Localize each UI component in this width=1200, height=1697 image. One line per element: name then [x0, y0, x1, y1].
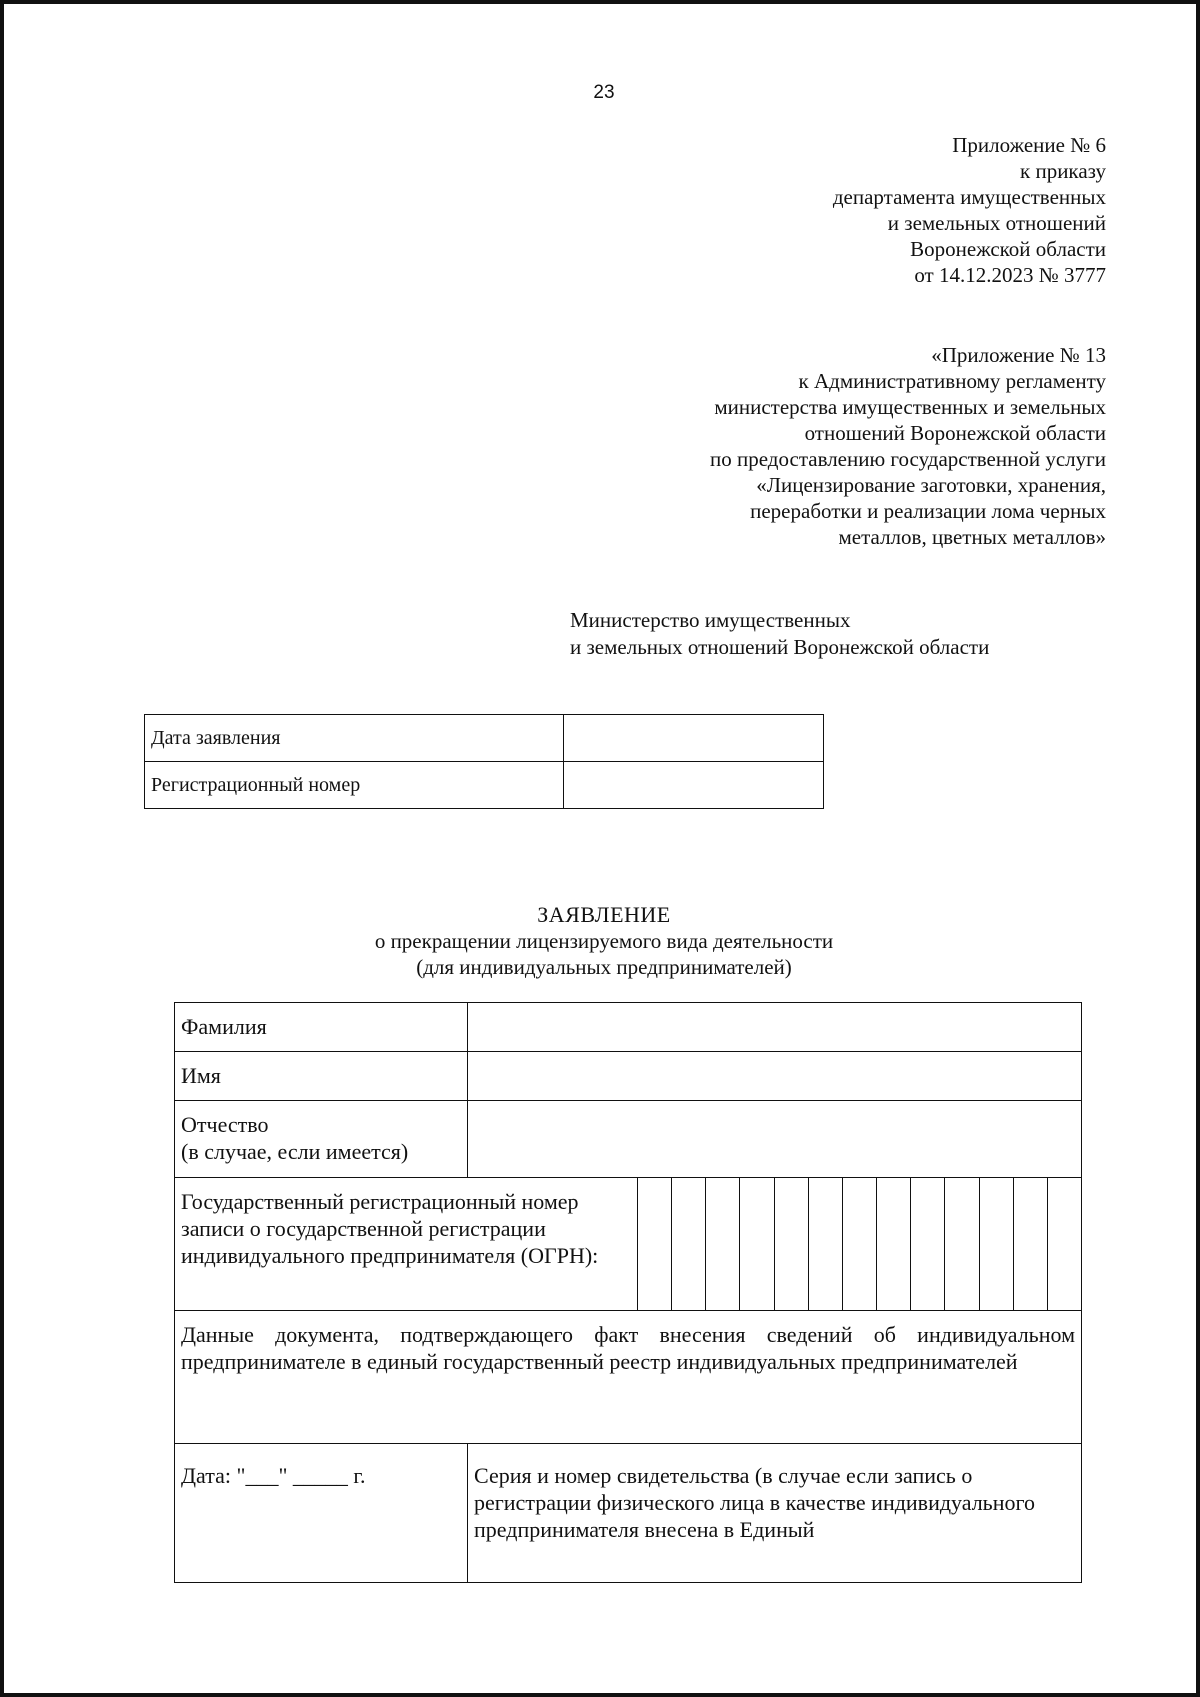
regulation-line: к Административному регламенту [798, 369, 1106, 393]
table-row [145, 762, 824, 809]
page-number: 23 [593, 82, 615, 103]
ogrn-digit-box[interactable] [1013, 1178, 1047, 1310]
title-subtitle: о прекращении лицензируемого вида деятельности [374, 929, 834, 953]
table-row [175, 1052, 1082, 1101]
table-row [175, 1311, 1082, 1444]
appendix-line: Воронежской области [910, 237, 1106, 261]
regulation-header [710, 342, 1106, 550]
addressee-line: и земельных отношений Воронежской области [570, 635, 990, 659]
ogrn-digit-box[interactable] [705, 1178, 739, 1310]
ogrn-digit-box[interactable] [774, 1178, 808, 1310]
ogrn-digit-box[interactable] [876, 1178, 910, 1310]
appendix-line: Приложение № 6 [952, 133, 1106, 157]
registration-date-label: Дата заявления [145, 715, 564, 762]
appendix-line: от 14.12.2023 № 3777 [914, 263, 1106, 287]
ogrn-digit-box[interactable] [638, 1178, 671, 1310]
table-row [175, 1444, 1082, 1583]
surname-label: Фамилия [175, 1003, 468, 1052]
addressee [570, 607, 989, 661]
appendix-header [833, 132, 1106, 288]
ogrn-digit-box[interactable] [842, 1178, 876, 1310]
registration-date-field[interactable] [564, 715, 824, 762]
ogrn-digit-box[interactable] [944, 1178, 978, 1310]
document-title [4, 902, 1200, 980]
patronymic-field[interactable] [468, 1101, 1082, 1178]
table-row [175, 1003, 1082, 1052]
table-row [175, 1101, 1082, 1178]
application-form-table [174, 1002, 1082, 1583]
appendix-line: к приказу [1020, 159, 1106, 183]
surname-field[interactable] [468, 1003, 1082, 1052]
regulation-line: переработки и реализации лома черных [750, 499, 1106, 523]
regulation-line: министерства имущественных и земельных [714, 395, 1106, 419]
regulation-line: металлов, цветных металлов» [838, 525, 1106, 549]
registration-number-field[interactable] [564, 762, 824, 809]
patronymic-note: (в случае, если имеется) [181, 1139, 409, 1164]
table-row [175, 1178, 1082, 1311]
ogrn-digit-box[interactable] [739, 1178, 773, 1310]
egrip-document-label: Данные документа, подтверждающего факт внесения сведений об индивидуальном предпринимателе в единый государственный реестр индивидуальных предпринимателей [175, 1311, 1082, 1444]
regulation-line: «Приложение № 13 [931, 343, 1106, 367]
appendix-line: и земельных отношений [887, 211, 1106, 235]
ogrn-label: Государственный регистрационный номер записи о государственной регистрации индивидуального предпринимателя (ОГРН): [175, 1178, 638, 1311]
regulation-line: «Лицензирование заготовки, хранения, [756, 473, 1106, 497]
certificate-date-field[interactable]: Дата: "___" _____ г. [175, 1444, 468, 1583]
certificate-number-label: Серия и номер свидетельства (в случае если запись о регистрации физического лица в качестве индивидуального предпринимателя внесена в Единый [468, 1444, 1082, 1583]
title-main: ЗАЯВЛЕНИЕ [537, 902, 671, 927]
patronymic-label: Отчество [181, 1112, 269, 1137]
name-field[interactable] [468, 1052, 1082, 1101]
ogrn-digit-boxes [638, 1178, 1082, 1311]
patronymic-label-cell [175, 1101, 468, 1178]
ogrn-digit-box[interactable] [910, 1178, 944, 1310]
title-subtitle-note: (для индивидуальных предпринимателей) [416, 955, 792, 979]
regulation-line: по предоставлению государственной услуги [710, 447, 1106, 471]
ogrn-digit-box[interactable] [979, 1178, 1013, 1310]
ogrn-digit-box[interactable] [808, 1178, 842, 1310]
registration-number-label: Регистрационный номер [145, 762, 564, 809]
ogrn-digit-box[interactable] [671, 1178, 705, 1310]
name-label: Имя [175, 1052, 468, 1101]
ogrn-digit-box[interactable] [1047, 1178, 1081, 1310]
table-row [145, 715, 824, 762]
addressee-line: Министерство имущественных [570, 608, 851, 632]
registration-table [144, 714, 824, 809]
appendix-line: департамента имущественных [832, 185, 1106, 209]
ogrn-grid [638, 1178, 1081, 1310]
regulation-line: отношений Воронежской области [804, 421, 1106, 445]
